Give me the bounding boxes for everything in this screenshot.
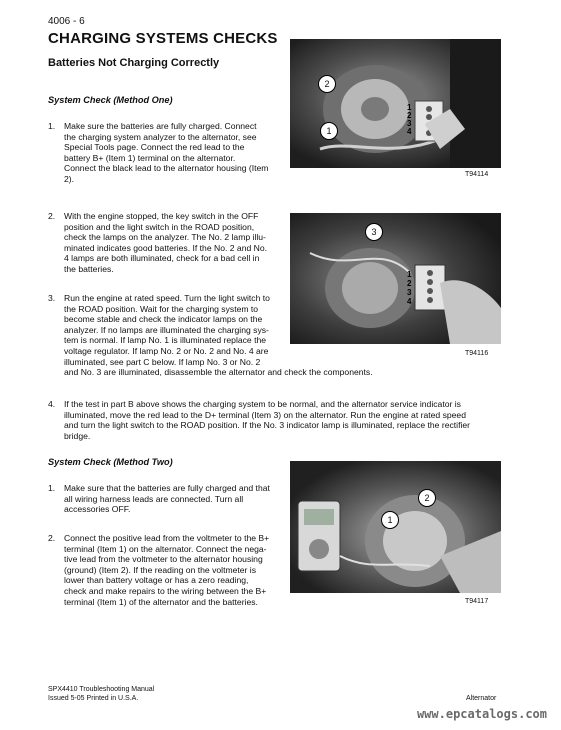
figure-1-photo — [290, 39, 501, 168]
step-line: Special Tools page. Connect the red lead to the — [64, 142, 245, 153]
step-line: Connect the black lead to the alternator housing (Item — [64, 163, 269, 174]
step-line: illuminated, see part C below. If lamp No. 3 or No. 2 — [64, 356, 261, 367]
step-line: analyzer. If no lamps are illuminated the charging sys- — [64, 324, 269, 335]
step-line: all wiring harness leads are connected. Turn all — [64, 493, 244, 504]
step-line: Make sure that the batteries are fully charged and that — [64, 483, 270, 493]
step-text — [64, 211, 294, 275]
step-number: 2. — [48, 533, 56, 543]
step-line: terminal (Item 1) on the alternator. Connect the nega- — [64, 543, 267, 554]
step-line: (ground) (Item 2). If the reading on the voltmeter is — [64, 564, 257, 575]
step-line: tive lead from the voltmeter to the alternator housing — [64, 554, 263, 565]
step-line: Make sure the batteries are fully charged. Connect — [64, 121, 257, 131]
lamp-label: 4 — [407, 297, 412, 306]
step-line: With the engine stopped, the key switch in the OFF — [64, 211, 259, 221]
figure-2-caption: T94116 — [465, 350, 489, 357]
step-line: Run the engine at rated speed. Turn the light switch to — [64, 293, 270, 303]
step-line: lower than battery voltage or has a zero reading, — [64, 575, 249, 586]
lamp-label: 3 — [407, 119, 412, 128]
step-line: bridge. — [64, 430, 91, 441]
figure-1-caption: T94114 — [465, 171, 489, 178]
step-line: tem is normal. If lamp No. 1 is illuminated replace the — [64, 335, 267, 346]
footer-left — [48, 685, 154, 703]
lamp-label: 2 — [407, 111, 412, 120]
step-text — [64, 121, 294, 185]
figure-3-caption: T94117 — [465, 598, 489, 605]
step-line: 2). — [64, 173, 75, 184]
step-line: minated indicates good batteries. If the No. 2 and No. — [64, 242, 268, 253]
watermark: www.epcatalogs.com — [416, 707, 547, 721]
step-number: 1. — [48, 121, 56, 131]
lamp-label: 3 — [407, 288, 412, 297]
figure-2-photo — [290, 213, 501, 344]
step-number: 4. — [48, 399, 56, 409]
lamp-label: 4 — [407, 127, 412, 136]
step-line: become stable and check the indicator lamps on the — [64, 314, 263, 325]
lamp-labels — [407, 104, 411, 136]
lamp-labels — [407, 270, 411, 306]
callout-2: 2 — [418, 489, 436, 507]
page-title: CHARGING SYSTEMS CHECKS — [48, 30, 278, 47]
step-line: accessories OFF. — [64, 504, 131, 515]
issue-info: Issued 5-05 Printed in U.S.A. — [48, 695, 139, 702]
step-line: position and the light switch in the ROAD position, — [64, 221, 255, 232]
step-line: the charging system analyzer to the alternator, see — [64, 131, 257, 142]
callout-3: 3 — [365, 223, 383, 241]
step-text — [64, 533, 294, 607]
section-subtitle: Batteries Not Charging Correctly — [48, 57, 220, 69]
step-line: and No. 3 are illuminated, disassemble the alternator and check the components. — [64, 367, 373, 378]
step-number: 1. — [48, 483, 56, 493]
step-text — [64, 399, 524, 441]
figure-3-photo — [290, 461, 501, 593]
step-number: 2. — [48, 211, 56, 221]
step-line: battery B+ (Item 1) terminal on the alternator. — [64, 152, 236, 163]
step-line: voltage regulator. If lamp No. 2 or No. 2 and No. 4 are — [64, 345, 269, 356]
step-line: terminal (Item 1) of the alternator and the batteries. — [64, 596, 258, 607]
step-line: If the test in part B above shows the charging system to be normal, and the alternator service indicator is — [64, 399, 461, 409]
callout-2: 2 — [318, 75, 336, 93]
step-line: 4 lamps are both illuminated, check for a bad cell in — [64, 253, 260, 264]
step-line: and turn the light switch to the ROAD position. If the No. 3 indicator lamp is illuminated, replace the rectifier — [64, 420, 471, 431]
step-line: Connect the positive lead from the voltmeter to the B+ — [64, 533, 270, 543]
lamp-label: 2 — [407, 279, 412, 288]
step-text — [64, 483, 294, 515]
step-number: 3. — [48, 293, 56, 303]
step-line: check the lamps on the analyzer. The No. 2 lamp illu- — [64, 232, 266, 243]
method-two-heading: System Check (Method Two) — [48, 457, 173, 467]
step-line: check and make repairs to the wiring between the B+ — [64, 585, 267, 596]
lamp-label: 1 — [407, 103, 412, 112]
callout-1: 1 — [320, 122, 338, 140]
step-line: the ROAD position. Wait for the charging system to — [64, 303, 259, 314]
method-one-heading: System Check (Method One) — [48, 95, 173, 105]
step-line: the batteries. — [64, 263, 114, 274]
step-line: illuminated, move the red lead to the D+ terminal (Item 3) on the alternator. Run the engine at rated speed — [64, 409, 466, 420]
footer-section: Alternator — [466, 695, 497, 702]
manual-title: SPX4410 Troubleshooting Manual — [48, 686, 155, 693]
page-number: 4006 - 6 — [48, 16, 85, 27]
lamp-label: 1 — [407, 270, 412, 279]
callout-1: 1 — [381, 511, 399, 529]
